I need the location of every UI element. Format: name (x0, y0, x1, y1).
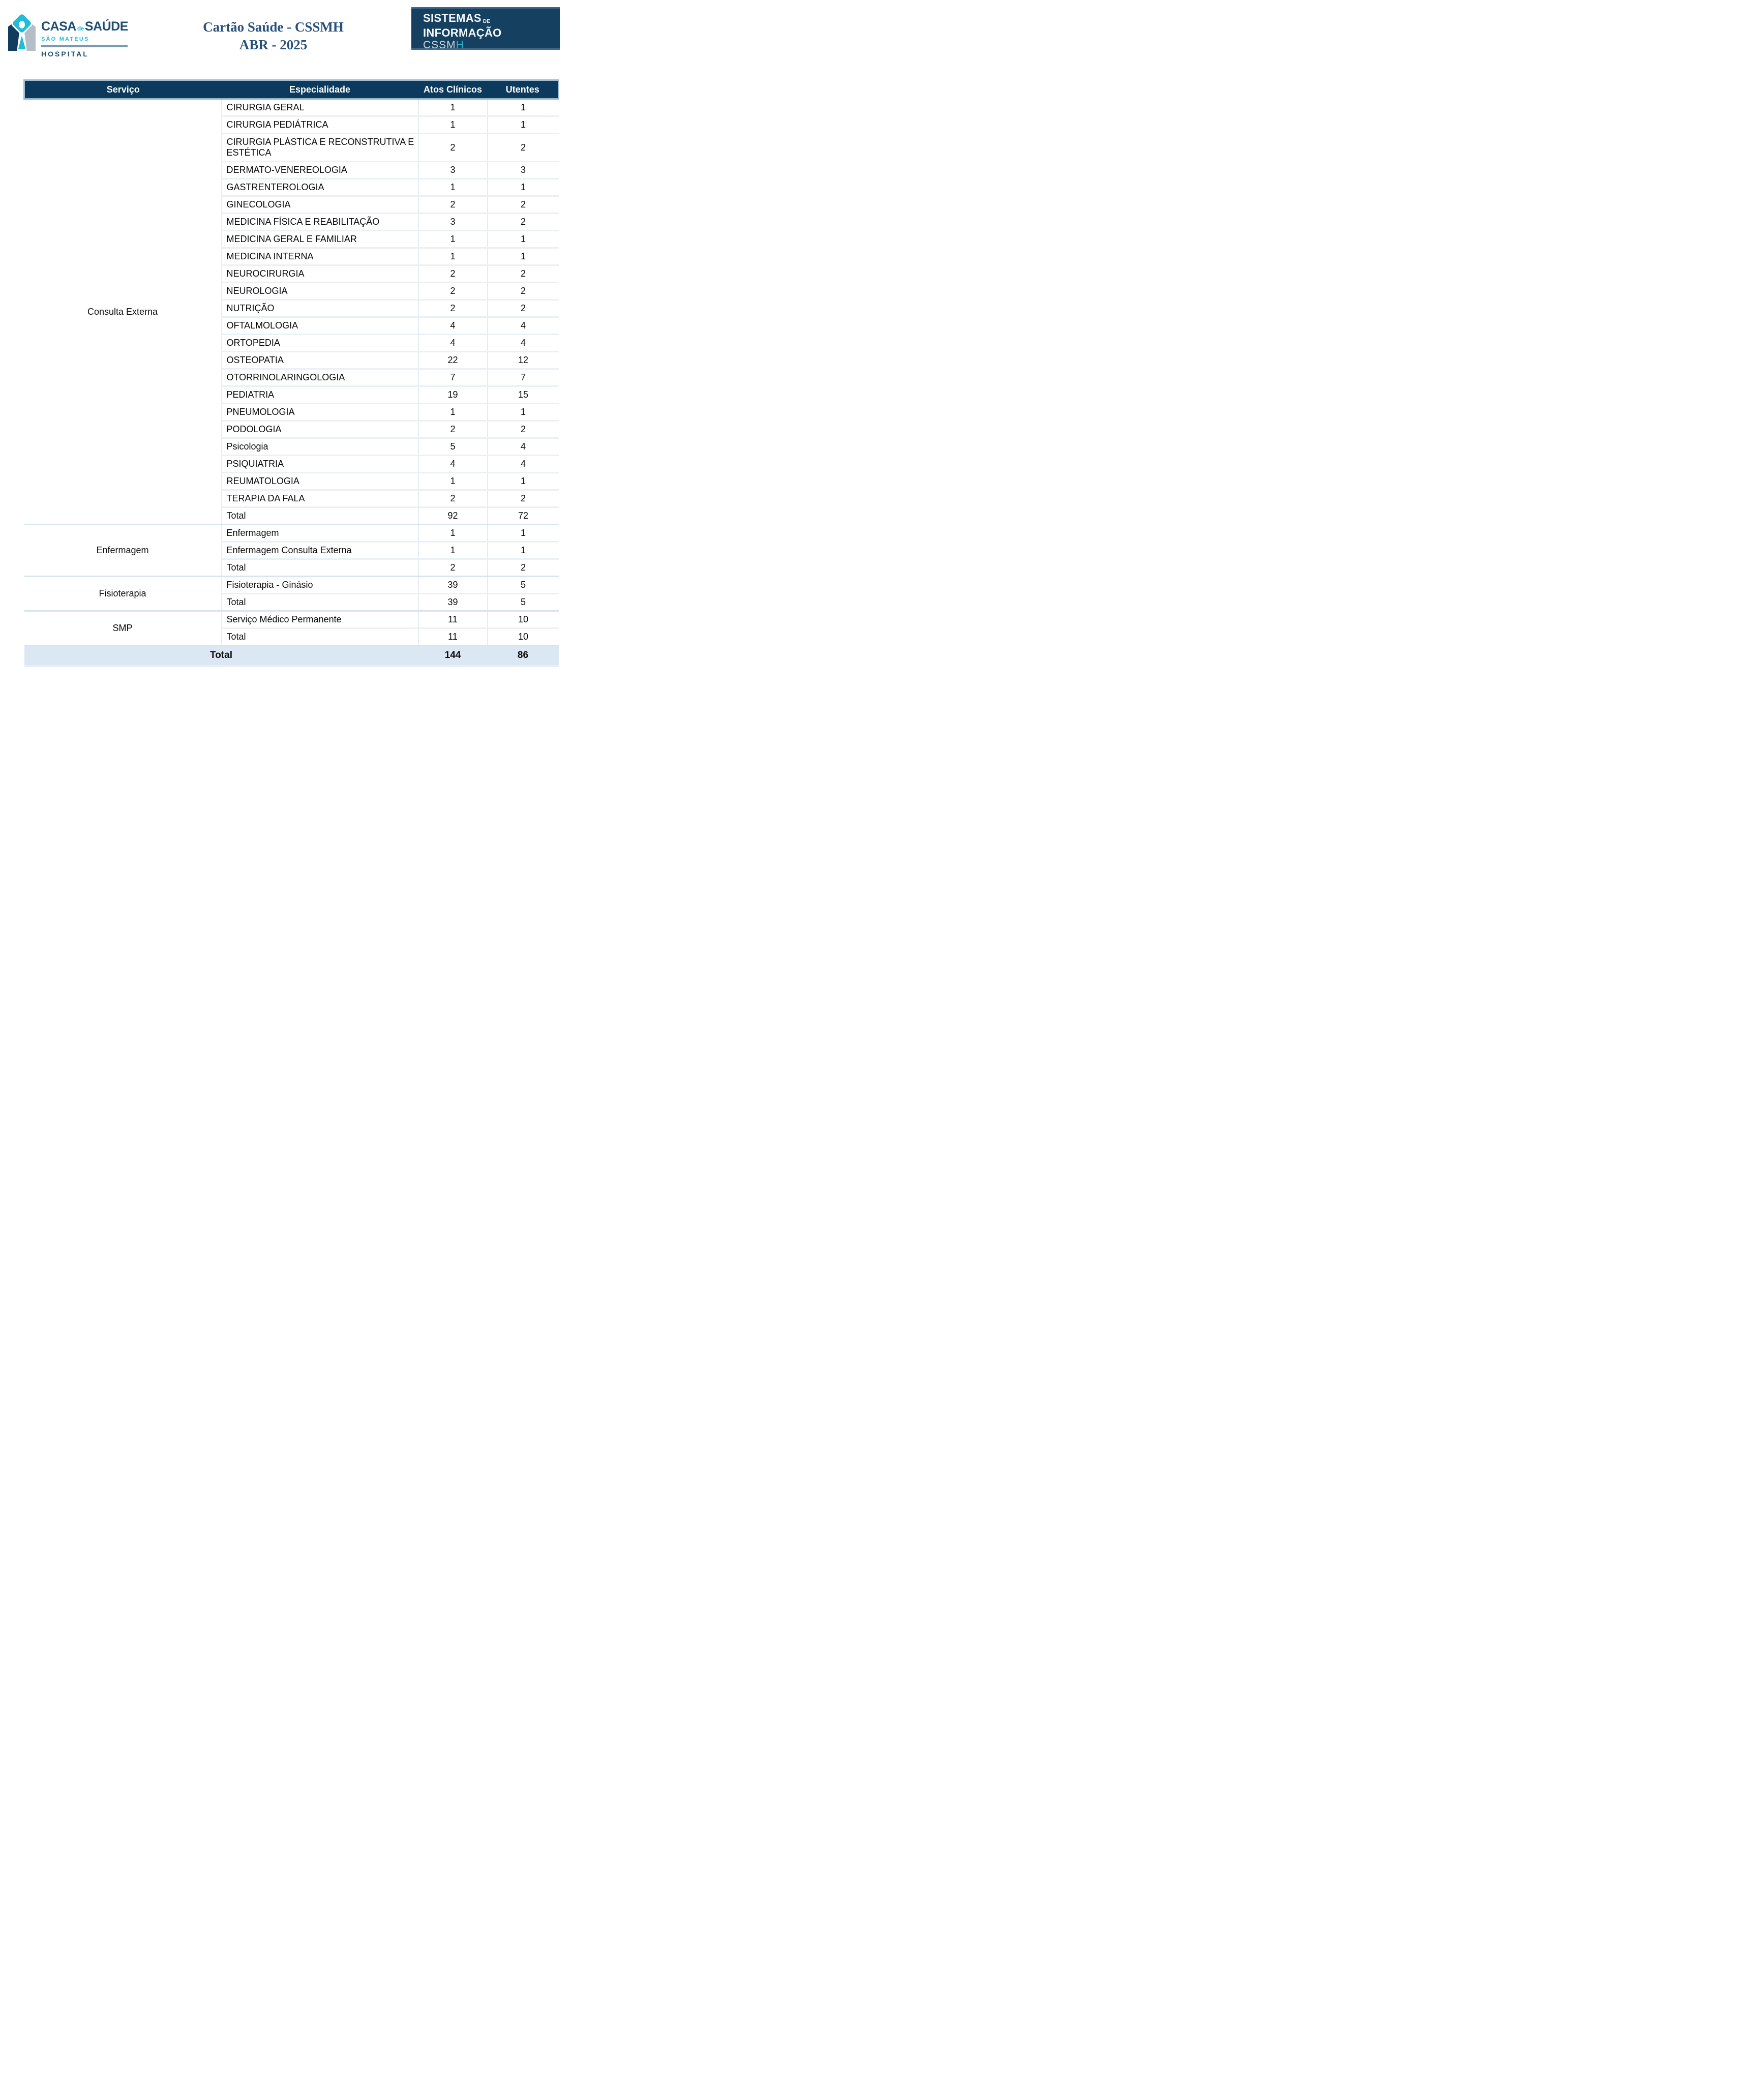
utentes-cell: 5 (488, 577, 559, 594)
especialidade-cell: CIRURGIA PLÁSTICA E RECONSTRUTIVA E ESTÉTICA (222, 134, 418, 162)
especialidade-cell: REUMATOLOGIA (222, 473, 418, 490)
atos-clinicos-cell: 22 (418, 352, 488, 369)
utentes-cell: 1 (488, 99, 559, 116)
atos-clinicos-cell: 19 (418, 386, 488, 404)
especialidade-cell: Enfermagem (222, 525, 418, 542)
especialidade-cell: NEUROCIRURGIA (222, 265, 418, 283)
atos-clinicos-cell: 4 (418, 335, 488, 352)
atos-clinicos-cell: 3 (418, 162, 488, 179)
especialidade-cell: PEDIATRIA (222, 386, 418, 404)
especialidade-cell: MEDICINA INTERNA (222, 248, 418, 265)
especialidade-cell: Psicologia (222, 438, 418, 456)
especialidade-cell: MEDICINA GERAL E FAMILIAR (222, 231, 418, 248)
especialidade-cell: TERAPIA DA FALA (222, 490, 418, 507)
utentes-cell: 4 (488, 317, 559, 335)
especialidade-cell: NEUROLOGIA (222, 283, 418, 300)
utentes-cell: 4 (488, 456, 559, 473)
column-header-utentes: Utentes (488, 80, 559, 99)
logo-name-de: de (77, 25, 84, 32)
logo-name (41, 20, 128, 35)
atos-clinicos-cell: 2 (418, 134, 488, 162)
especialidade-cell: Enfermagem Consulta Externa (222, 542, 418, 559)
especialidade-cell: OSTEOPATIA (222, 352, 418, 369)
especialidade-cell: PODOLOGIA (222, 421, 418, 438)
atos-clinicos-cell: 2 (418, 196, 488, 214)
grand-total-row (24, 646, 559, 666)
especialidade-cell: MEDICINA FÍSICA E REABILITAÇÃO (222, 214, 418, 231)
especialidade-cell: Total (222, 507, 418, 525)
atos-clinicos-cell: 1 (418, 116, 488, 134)
utentes-cell: 2 (488, 421, 559, 438)
utentes-cell: 4 (488, 335, 559, 352)
atos-clinicos-cell: 7 (418, 369, 488, 386)
logo-divider (41, 45, 128, 47)
especialidade-cell: NUTRIÇÃO (222, 300, 418, 317)
atos-clinicos-cell: 2 (418, 300, 488, 317)
especialidade-cell: CIRURGIA GERAL (222, 99, 418, 116)
utentes-cell: 1 (488, 179, 559, 196)
especialidade-cell: OTORRINOLARINGOLOGIA (222, 369, 418, 386)
hospital-logo (8, 14, 135, 58)
atos-clinicos-cell: 1 (418, 542, 488, 559)
column-header-especialidade: Especialidade (222, 80, 418, 99)
service-cell: Consulta Externa (24, 99, 222, 525)
especialidade-cell: Fisioterapia - Ginásio (222, 577, 418, 594)
especialidade-cell: PNEUMOLOGIA (222, 404, 418, 421)
utentes-cell: 1 (488, 525, 559, 542)
especialidade-cell: GASTRENTEROLOGIA (222, 179, 418, 196)
hospital-logo-text (41, 14, 128, 58)
column-header-servico: Serviço (24, 80, 222, 99)
utentes-cell: 2 (488, 265, 559, 283)
especialidade-cell: Total (222, 594, 418, 611)
utentes-cell: 1 (488, 473, 559, 490)
utentes-cell: 2 (488, 134, 559, 162)
utentes-cell: 2 (488, 214, 559, 231)
especialidade-cell: Total (222, 628, 418, 646)
sysinfo-cssm: CSSM (423, 39, 456, 51)
grand-total-atos-clinicos: 144 (418, 646, 488, 666)
especialidade-cell: Total (222, 559, 418, 577)
utentes-cell: 2 (488, 300, 559, 317)
logo-caption: HOSPITAL (41, 50, 89, 58)
atos-clinicos-cell: 11 (418, 628, 488, 646)
sysinfo-line2: INFORMAÇÃO (423, 26, 502, 39)
atos-clinicos-cell: 2 (418, 490, 488, 507)
logo-name-casa: CASA (41, 19, 76, 34)
clinical-acts-table (23, 79, 559, 667)
utentes-cell: 2 (488, 283, 559, 300)
atos-clinicos-cell: 1 (418, 99, 488, 116)
table-header (24, 80, 559, 99)
atos-clinicos-cell: 2 (418, 265, 488, 283)
utentes-cell: 10 (488, 611, 559, 628)
atos-clinicos-cell: 1 (418, 179, 488, 196)
sistemas-informacao-badge (411, 7, 560, 50)
utentes-cell: 72 (488, 507, 559, 525)
service-cell: Fisioterapia (24, 577, 222, 611)
atos-clinicos-cell: 1 (418, 248, 488, 265)
table-footer (24, 646, 559, 666)
sysinfo-word1: SISTEMAS (423, 12, 481, 24)
atos-clinicos-cell: 2 (418, 559, 488, 577)
atos-clinicos-cell: 2 (418, 283, 488, 300)
logo-person-head-shape (19, 21, 25, 28)
atos-clinicos-cell: 5 (418, 438, 488, 456)
especialidade-cell: PSIQUIATRIA (222, 456, 418, 473)
service-cell: Enfermagem (24, 525, 222, 577)
utentes-cell: 1 (488, 248, 559, 265)
atos-clinicos-cell: 1 (418, 525, 488, 542)
table-row (24, 577, 559, 594)
sysinfo-word1-small: DE (483, 19, 491, 24)
atos-clinicos-cell: 11 (418, 611, 488, 628)
utentes-cell: 4 (488, 438, 559, 456)
logo-name-saude: SAÚDE (84, 19, 128, 34)
page-title-line2: ABR - 2025 (239, 37, 308, 52)
utentes-cell: 1 (488, 542, 559, 559)
utentes-cell: 1 (488, 116, 559, 134)
table-row (24, 611, 559, 628)
utentes-cell: 5 (488, 594, 559, 611)
atos-clinicos-cell: 1 (418, 404, 488, 421)
utentes-cell: 3 (488, 162, 559, 179)
atos-clinicos-cell: 3 (418, 214, 488, 231)
sysinfo-h-accent: H (456, 39, 464, 51)
atos-clinicos-cell: 92 (418, 507, 488, 525)
especialidade-cell: CIRURGIA PEDIÁTRICA (222, 116, 418, 134)
logo-subtitle: SÃO MATEUS (41, 36, 89, 42)
logo-person-body-shape (18, 36, 25, 49)
utentes-cell: 2 (488, 559, 559, 577)
sysinfo-line3 (423, 39, 560, 51)
especialidade-cell: Serviço Médico Permanente (222, 611, 418, 628)
utentes-cell: 1 (488, 404, 559, 421)
utentes-cell: 7 (488, 369, 559, 386)
atos-clinicos-cell: 39 (418, 577, 488, 594)
sysinfo-line1 (423, 12, 560, 27)
utentes-cell: 15 (488, 386, 559, 404)
utentes-cell: 12 (488, 352, 559, 369)
especialidade-cell: ORTOPEDIA (222, 335, 418, 352)
page-title-line1: Cartão Saúde - CSSMH (203, 19, 344, 35)
hospital-logo-icon (8, 14, 36, 51)
report-page (0, 0, 582, 700)
especialidade-cell: GINECOLOGIA (222, 196, 418, 214)
service-cell: SMP (24, 611, 222, 646)
atos-clinicos-cell: 1 (418, 473, 488, 490)
grand-total-label: Total (24, 646, 418, 666)
utentes-cell: 1 (488, 231, 559, 248)
table-row (24, 99, 559, 116)
especialidade-cell: OFTALMOLOGIA (222, 317, 418, 335)
atos-clinicos-cell: 1 (418, 231, 488, 248)
utentes-cell: 2 (488, 490, 559, 507)
atos-clinicos-cell: 39 (418, 594, 488, 611)
utentes-cell: 2 (488, 196, 559, 214)
atos-clinicos-cell: 4 (418, 317, 488, 335)
atos-clinicos-cell: 2 (418, 421, 488, 438)
table-row (24, 525, 559, 542)
page-header (0, 0, 582, 58)
column-header-atos-clinicos: Atos Clínicos (418, 80, 488, 99)
especialidade-cell: DERMATO-VENEREOLOGIA (222, 162, 418, 179)
atos-clinicos-cell: 4 (418, 456, 488, 473)
utentes-cell: 10 (488, 628, 559, 646)
grand-total-utentes: 86 (488, 646, 559, 666)
page-title (135, 18, 411, 54)
table-body (24, 99, 559, 646)
